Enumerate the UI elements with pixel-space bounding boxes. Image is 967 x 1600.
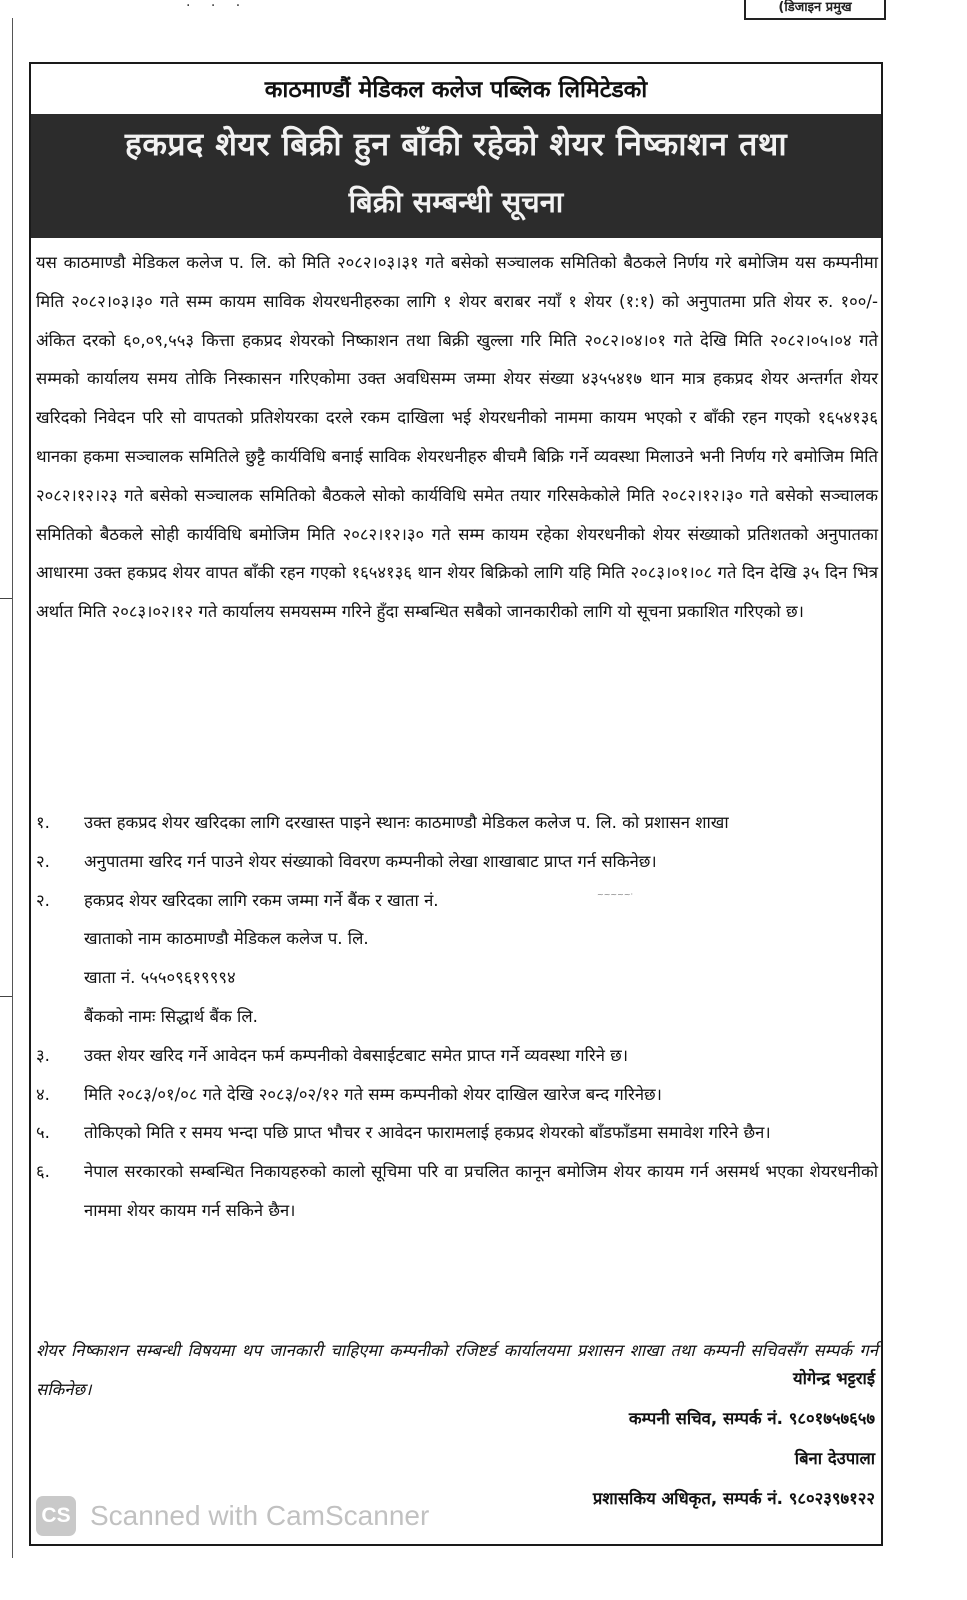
notice-box [29, 62, 883, 1546]
list-text: उक्त शेयर खरिद गर्ने आवेदन फर्म कम्पनीको वेबसाईटबाट समेत प्राप्त गर्ने व्यवस्था गरिने छ। [84, 1045, 629, 1065]
camscanner-logo: CS [36, 1496, 76, 1536]
corner-label: (डिजाइन प्रमुख [744, 0, 886, 20]
signatory-name: बिना देउपाला [794, 1449, 875, 1468]
camscanner-watermark [36, 1494, 429, 1538]
contact-note: शेयर निष्काशन सम्बन्धी विषयमा थप जानकारी चाहिएमा कम्पनीको रजिष्टर्ड कार्यालयमा प्रशासन शाखा तथा कम्पनी सचिवसँग सम्पर्क गर्न सकिनेछ। [36, 1341, 878, 1399]
list-number: ३. [36, 1045, 50, 1065]
top-strip [0, 0, 967, 22]
notice-title-banner [31, 114, 881, 238]
margin-tick [0, 598, 12, 599]
list-text: नेपाल सरकारको सम्बन्धित निकायहरुको कालो सूचिमा परि वा प्रचलित कानून बमोजिम शेयर कायम गर्न असमर्थ भएका शेयरधनीको नाममा शेयर कायम गर्न सकिने छैन। [84, 1162, 878, 1220]
list-text: हकप्रद शेयर खरिदका लागि रकम जम्मा गर्ने बैंक र खाता नं. [84, 890, 439, 910]
list-number: २. [36, 890, 50, 910]
list-item [36, 843, 878, 882]
bank-account-name: खाताको नाम काठमाण्डौ मेडिकल कलेज प. लि. [84, 929, 369, 949]
list-number: १. [36, 813, 50, 832]
list-item [36, 882, 878, 921]
signatory-name: योगेन्द्र भट्टराई [793, 1369, 875, 1388]
instruction-list [36, 804, 878, 1231]
title-line-2: बिक्री सम्बन्धी सूचना [348, 185, 564, 219]
list-number: ६. [36, 1162, 50, 1182]
list-text: मिति २०८३/०१/०८ गते देखि २०८३/०२/१२ गते सम्म कम्पनीको शेयर दाखिल खारेज बन्द गरिनेछ। [84, 1084, 662, 1104]
list-text: तोकिएको मिति र समय भन्दा पछि प्राप्त भौचर र आवेदन फारामलाई हकप्रद शेयरको बाँडफाँडमा समावेश गरिने छैन। [84, 1123, 771, 1143]
bank-name: बैंकको नामः सिद्धार्थ बैंक लि. [84, 1006, 258, 1026]
page-edge-line [12, 18, 13, 1558]
watermark-text: Scanned with CamScanner [90, 1500, 430, 1531]
list-text: अनुपातमा खरिद गर्न पाउने शेयर संख्याको विवरण कम्पनीको लेखा शाखाबाट प्राप्त गर्न सकिनेछ। [84, 851, 657, 871]
list-text: उक्त हकप्रद शेयर खरिदका लागि दरखास्त पाइने स्थानः काठमाण्डौ मेडिकल कलेज प. लि. को प्रशासन शाखा [84, 813, 729, 832]
small-stamp-mark: ~~~~~· [597, 890, 634, 899]
list-item [36, 1114, 878, 1153]
list-item [36, 1076, 878, 1115]
list-number: २. [36, 851, 50, 871]
body-paragraph: यस काठमाण्डौ मेडिकल कलेज प. लि. को मिति २०८२।०३।३१ गते बसेको सञ्चालक समितिको बैठकले निर्णय गरे बमोजिम यस कम्पनीमा मिति २०८२।०३।३० गते सम्म कायम साविक शेयरधनीहरुका लागि १ शेयर बराबर नयाँ १ शेयर (१:१) को अनुपातमा प्रति शेयर रु. १००/- अंकित दरको ६०,०९,५५३ कित्ता हकप्रद शेयरको निष्काशन तथा बिक्री खुल्ला गरि मिति २०८२।०४।०१ गते देखि मिति २०८२।०५।०४ गते सम्मको कार्यालय समय तोकि निस्कासन गरिएकोमा उक्त अवधिसम्म जम्मा शेयर संख्या ४३५५४१७ थान मात्र हकप्रद शेयर अन्तर्गत शेयर खरिदको निवेदन परि सो वापतको प्रतिशेयरका दरले रकम दाखिला भई शेयरधनीको नाममा कायम भएको र बाँकी रहन गएको १६५४१३६ थानका हकमा सञ्चालक समितिले छुट्टै कार्यविधि बनाई साविक शेयरधनीहरु बीचमै बिक्रि गर्ने व्यवस्था मिलाउने भनी निर्णय गरे बमोजिम मिति २०८२।१२।२३ गते बसेको सञ्चालक समितिको बैठकले सोको कार्यविधि समेत तयार गरिसकेकोले मिति २०८२।१२।३० गते बसेको सञ्चालक समितिको बैठकले सोही कार्यविधि बमोजिम मिति २०८२।१२।३० गते सम्म कायम रहेका शेयरधनीको शेयर संख्याको प्रतिशतको अनुपातका आधारमा उक्त हकप्रद शेयर वापत बाँकी रहन गएको १६५४१३६ थान शेयर बिक्रिको लागि यहि मिति २०८३।०१।०८ गते दिन देखि ३५ दिन भित्र अर्थात मिति २०८३।०२।१२ गते कार्यालय समयसम्म गरिने हुँदा सम्बन्धित सबैको जानकारीको लागि यो सूचना प्रकाशित गरिएको छ। [36, 253, 878, 622]
list-item [36, 1153, 878, 1231]
list-item [36, 1037, 878, 1076]
list-number: ४. [36, 1084, 50, 1104]
signatory-role: प्रशासकिय अधिकृत, सम्पर्क नं. ९८०२३९७१२२ [592, 1489, 875, 1508]
title-line-1: हकप्रद शेयर बिक्री हुन बाँकी रहेको शेयर निष्काशन तथा [124, 125, 788, 163]
scan-dots: · · · [186, 0, 249, 14]
list-number: ५. [36, 1123, 50, 1143]
list-item [36, 804, 878, 843]
margin-tick [0, 996, 12, 997]
bank-account-number: खाता नं. ५५५०९६१९९९४ [84, 968, 236, 988]
company-heading: काठमाण्डौं मेडिकल कलेज पब्लिक लिमिटेडको [264, 77, 648, 103]
signatory-role: कम्पनी सचिव, सम्पर्क नं. ९८०१७५७६५७ [628, 1409, 875, 1428]
